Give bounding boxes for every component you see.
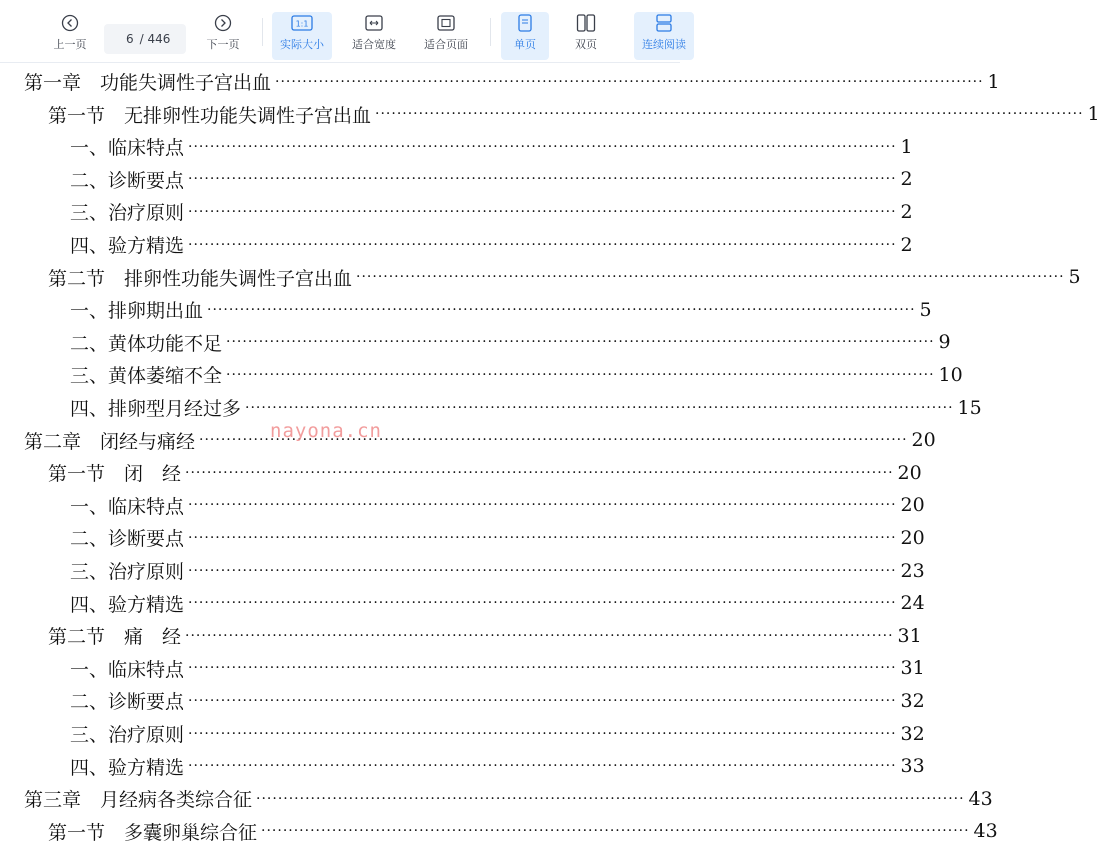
toc-entry[interactable] [70, 391, 982, 424]
toc-entry-title: 一、临床特点 [70, 495, 185, 518]
watermark: nayona.cn [270, 420, 382, 442]
toc-entry[interactable] [70, 717, 925, 750]
toc-entry-title: 第一章 功能失调性子宫出血 [24, 72, 272, 94]
toc-leader-dots [256, 791, 965, 807]
toc-leader-dots [188, 726, 897, 742]
toc-entry-title: 第二节 痛 经 [48, 626, 182, 649]
toc-entry-page: 32 [900, 689, 925, 712]
toc-entry[interactable] [48, 98, 1100, 131]
fit-page-label: 适合页面 [424, 38, 468, 51]
toc-entry-title: 四、验方精选 [70, 593, 185, 616]
toc-entry[interactable] [70, 587, 925, 620]
toc-leader-dots [185, 628, 894, 644]
toc-entry-title: 二、诊断要点 [70, 691, 185, 714]
single-page-icon [517, 12, 533, 34]
toc-entry-title: 第三章 月经病各类综合征 [24, 789, 253, 812]
toc-entry-page: 15 [957, 396, 982, 419]
toc-entry[interactable] [70, 195, 913, 228]
toc-entry-page: 5 [919, 298, 932, 321]
page-number-input[interactable] [120, 32, 134, 46]
toc-leader-dots [245, 400, 954, 416]
toc-entry-page: 2 [900, 233, 913, 256]
toc-leader-dots [207, 302, 916, 318]
single-page-label: 单页 [514, 38, 536, 51]
toc-entry[interactable] [70, 293, 932, 326]
chevron-right-circle-icon [214, 12, 232, 34]
toc-entry-page: 24 [900, 592, 925, 615]
toc-entry[interactable] [48, 619, 922, 652]
next-page-button[interactable] [203, 12, 243, 58]
fit-width-icon [365, 12, 383, 34]
toc-leader-dots [188, 139, 897, 155]
page-indicator [104, 24, 186, 54]
toc-entry-page: 2 [900, 200, 913, 223]
toolbar-divider [490, 18, 491, 46]
prev-page-button[interactable] [50, 12, 90, 58]
toc-leader-dots [188, 237, 897, 253]
toc-leader-dots [188, 758, 897, 774]
toc-entry-title: 第一节 多囊卵巢综合征 [48, 821, 258, 844]
viewer-toolbar [0, 0, 686, 63]
toc-entry[interactable] [70, 750, 925, 783]
continuous-read-button[interactable] [634, 12, 694, 60]
toc-entry-title: 一、临床特点 [70, 137, 185, 160]
toc-entry[interactable] [70, 358, 963, 391]
fit-page-button[interactable] [416, 12, 476, 58]
actual-size-button[interactable] [272, 12, 332, 60]
toc-entry-title: 二、诊断要点 [70, 528, 185, 551]
toc-leader-dots [188, 563, 897, 579]
toc-entry-page: 31 [897, 624, 922, 647]
toc-entry[interactable] [24, 65, 1000, 98]
toc-entry[interactable] [70, 684, 925, 717]
toc-leader-dots [275, 74, 984, 90]
double-page-label: 双页 [575, 38, 597, 51]
toc-entry-page: 1 [900, 135, 913, 158]
toc-leader-dots [188, 204, 897, 220]
toc-leader-dots [188, 530, 897, 546]
toc-entry-page: 20 [911, 429, 936, 452]
toolbar-divider [262, 18, 263, 46]
fit-width-button[interactable] [344, 12, 404, 58]
toc-entry[interactable] [70, 163, 913, 196]
toc-entry-title: 三、治疗原则 [70, 724, 185, 746]
toc-entry-title: 三、黄体萎缩不全 [70, 365, 223, 388]
toc-entry-page: 43 [968, 787, 993, 810]
toc-entry[interactable] [70, 489, 925, 522]
toc-entry-title: 四、验方精选 [70, 235, 185, 257]
document-page [0, 62, 1100, 863]
double-page-button[interactable] [562, 12, 610, 58]
next-page-label: 下一页 [206, 38, 240, 51]
toc-entry[interactable] [48, 261, 1081, 294]
toc-entry-title: 四、排卵型月经过多 [70, 398, 242, 420]
actual-size-icon-text: 1:1 [295, 19, 309, 29]
toc-entry[interactable] [70, 652, 925, 685]
toc-entry-title: 二、诊断要点 [70, 169, 185, 192]
fit-width-label: 适合宽度 [352, 38, 396, 51]
toc-entry-title: 第二章 闭经与痛经 [24, 430, 196, 453]
toc-leader-dots [199, 432, 908, 448]
toc-entry[interactable] [48, 456, 922, 489]
toc-entry-page: 1 [987, 70, 1000, 93]
actual-size-icon [291, 12, 313, 34]
toc-entry-page: 2 [900, 168, 913, 191]
toc-entry[interactable] [24, 424, 936, 457]
toc-leader-dots [185, 465, 894, 481]
toc-entry-page: 43 [973, 820, 998, 843]
toc-entry-title: 一、临床特点 [70, 658, 185, 681]
toc-entry-title: 第一节 闭 经 [48, 463, 182, 486]
continuous-read-label: 连续阅读 [642, 38, 686, 51]
toc-entry[interactable] [70, 228, 913, 261]
toc-entry-page: 23 [900, 559, 925, 582]
continuous-read-icon [655, 12, 673, 34]
toc-entry-title: 三、治疗原则 [70, 202, 185, 225]
toc-entry-title: 四、验方精选 [70, 756, 185, 779]
toc-entry-title: 二、黄体功能不足 [70, 332, 223, 355]
toc-entry-title: 第二节 排卵性功能失调性子宫出血 [48, 267, 353, 290]
toc-leader-dots [375, 106, 1084, 122]
double-page-icon [576, 12, 596, 34]
toc-leader-dots [188, 693, 897, 709]
toc-leader-dots [188, 595, 897, 611]
toc-entry-title: 一、排卵期出血 [70, 300, 204, 323]
toc-entry[interactable] [48, 815, 998, 848]
toc-entry-page: 33 [900, 755, 925, 778]
toc-entry-page: 20 [900, 526, 925, 549]
toc-entry[interactable] [70, 521, 925, 554]
toc-entry-page: 1 [1087, 103, 1100, 126]
toc-leader-dots [188, 171, 897, 187]
toc-leader-dots [226, 334, 935, 350]
prev-page-label: 上一页 [53, 38, 87, 51]
toc-entry-page: 20 [897, 461, 922, 484]
toc-entry[interactable] [24, 782, 993, 815]
toc-leader-dots [356, 269, 1065, 285]
toc-entry-page: 10 [938, 363, 963, 386]
toc-leader-dots [188, 660, 897, 676]
chevron-left-circle-icon [61, 12, 79, 34]
toc-leader-dots [226, 367, 935, 383]
toc-entry[interactable] [70, 326, 951, 359]
single-page-button[interactable] [501, 12, 549, 60]
toc-entry-title: 三、治疗原则 [70, 561, 185, 583]
toc-entry-page: 9 [938, 331, 951, 354]
toc-entry-page: 20 [900, 494, 925, 517]
page-total: / 446 [139, 32, 171, 46]
fit-page-icon [437, 12, 455, 34]
toc-leader-dots [261, 823, 970, 839]
actual-size-label: 实际大小 [280, 38, 324, 51]
toc-entry[interactable] [70, 130, 913, 163]
toc-entry-page: 31 [900, 657, 925, 680]
toc-entry-title: 第一节 无排卵性功能失调性子宫出血 [48, 104, 372, 127]
toc-entry[interactable] [70, 554, 925, 587]
toc-entry-page: 5 [1068, 266, 1081, 289]
toc-leader-dots [188, 497, 897, 513]
toc-entry-page: 32 [900, 722, 925, 745]
